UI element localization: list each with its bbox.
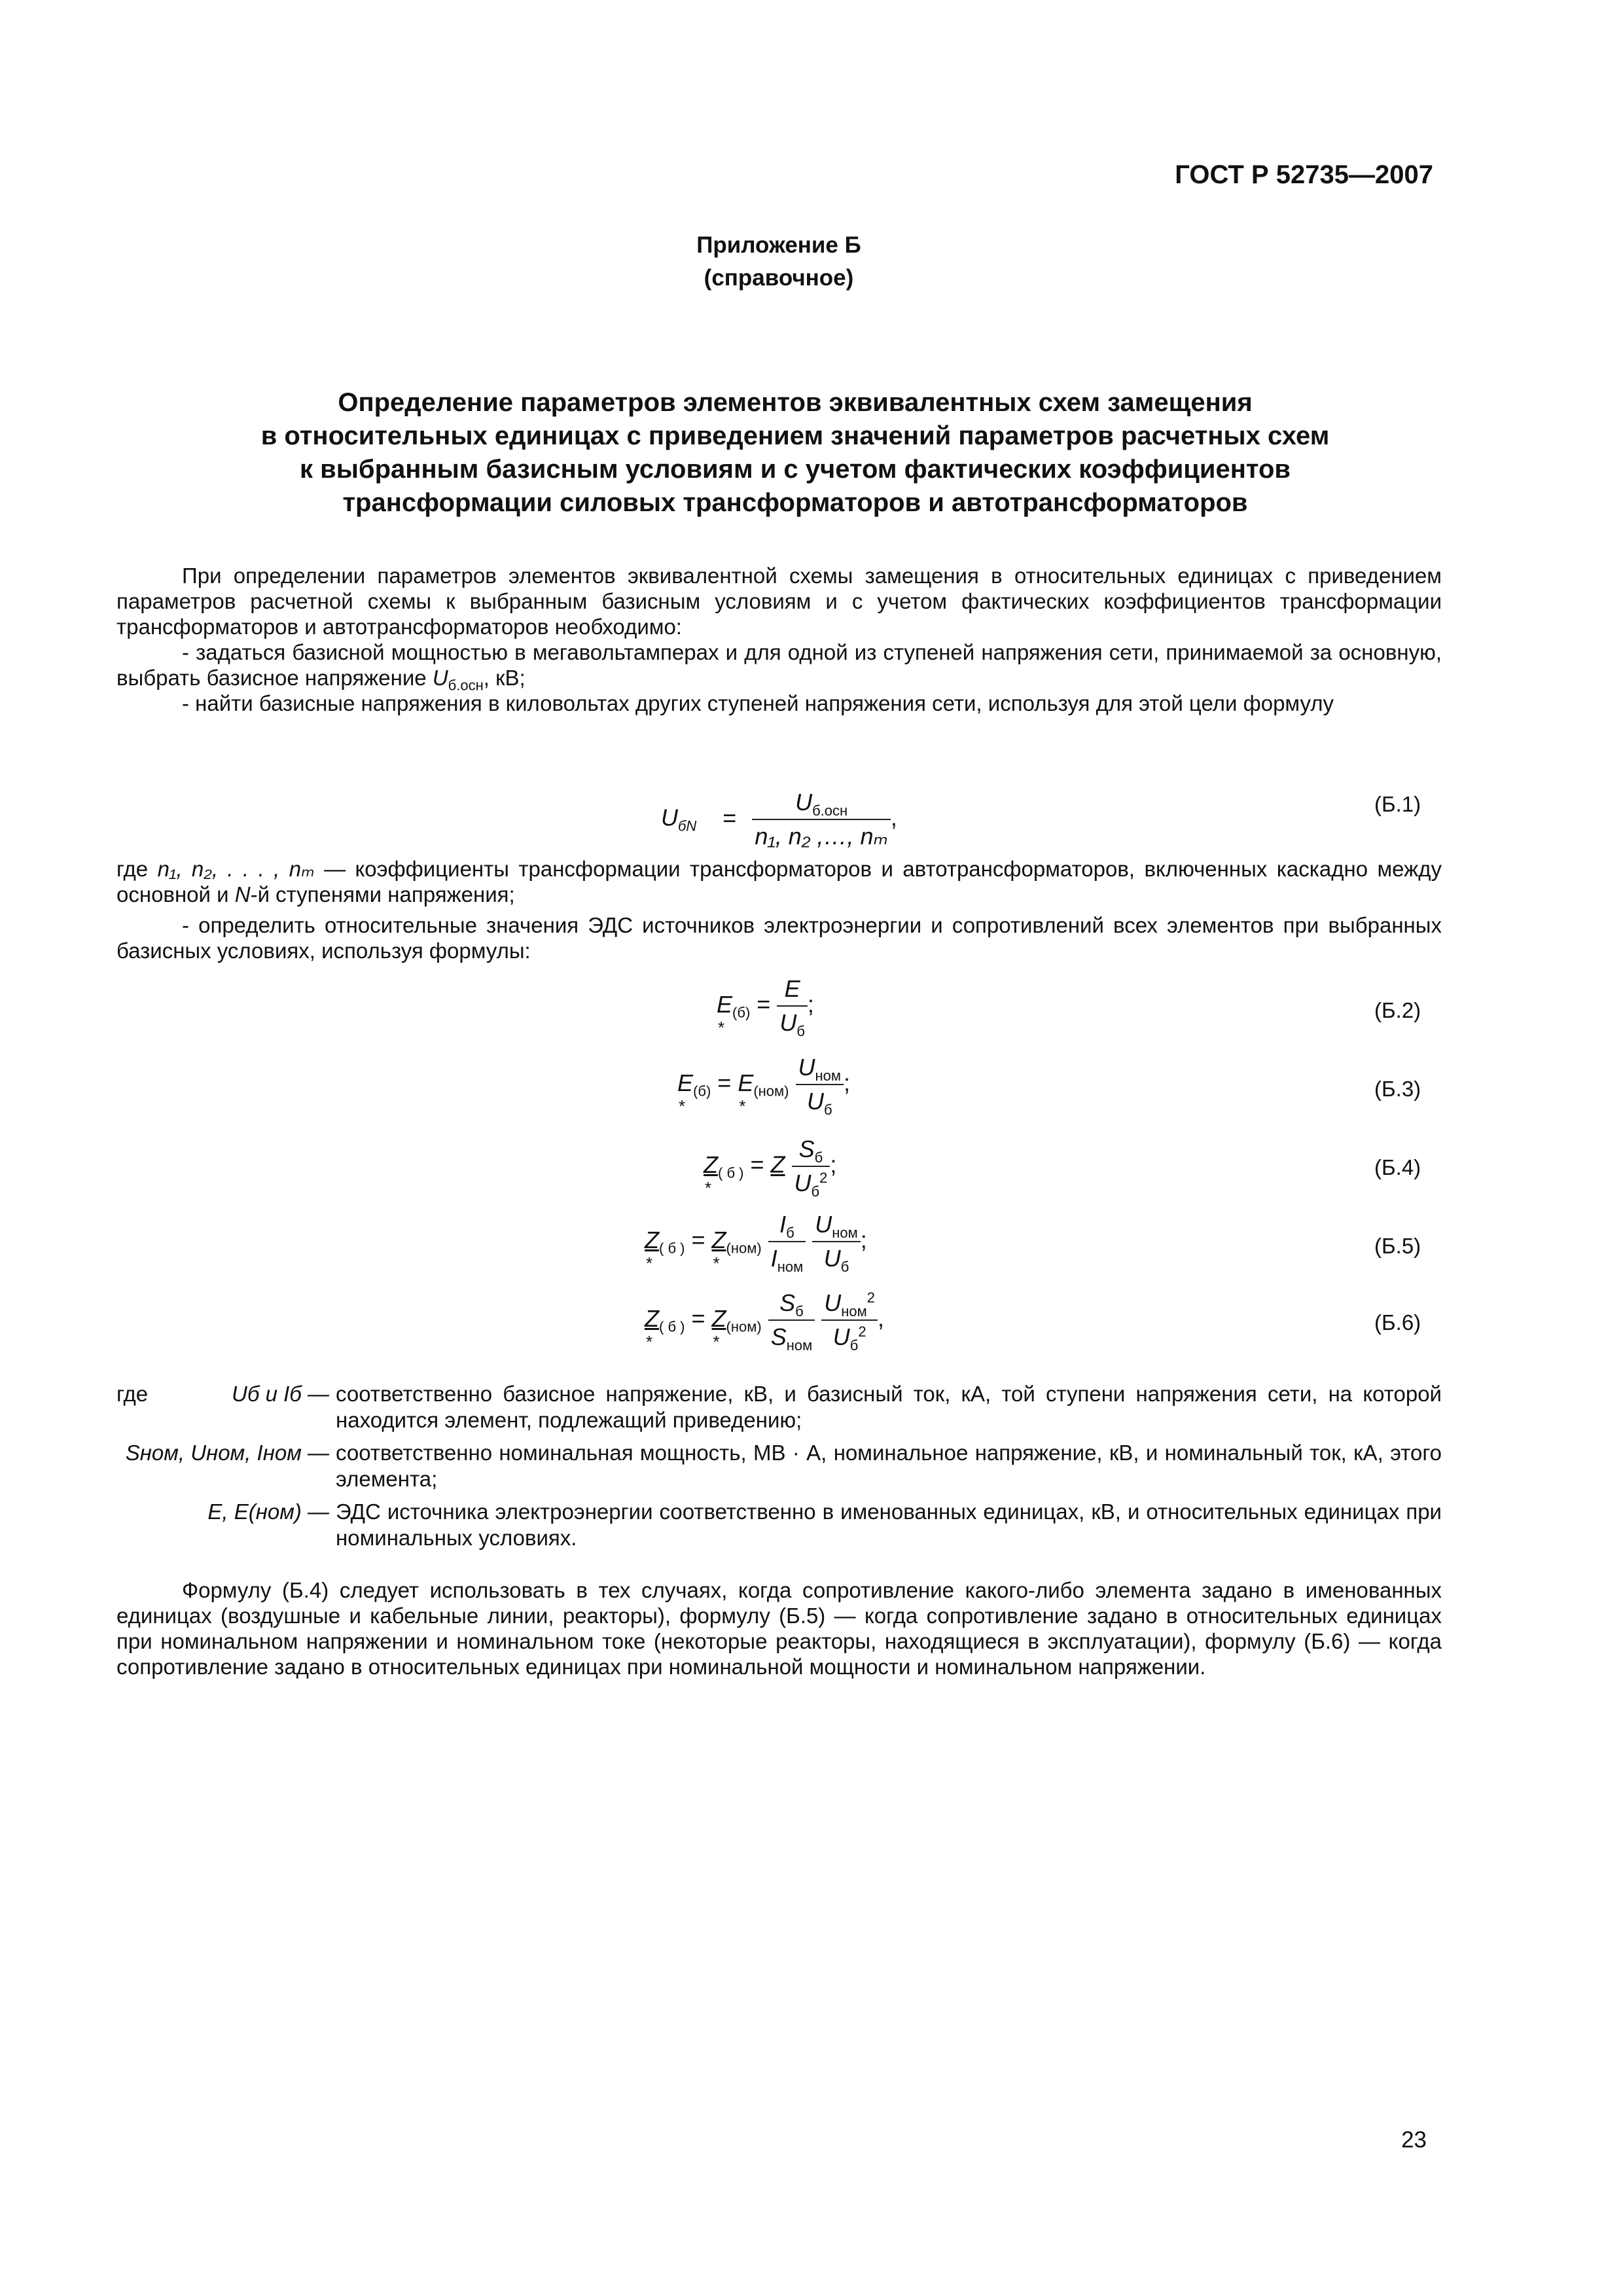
legend-row xyxy=(116,1499,1442,1551)
formula-number: (Б.4) xyxy=(1374,1155,1421,1179)
section-title xyxy=(131,386,1459,520)
formula-number: (Б.6) xyxy=(1374,1310,1421,1335)
formula-b3: E $*_{(б)} = E$ $*_{(ном)}$ $\frac{U_{ном}}{U_б}$ ; xyxy=(677,1054,850,1115)
formula-number: (Б.5) xyxy=(1374,1234,1421,1258)
step-2: - найти базисные напряжения в киловольтах других ступеней напряжения сети, используя для этой цели формулу xyxy=(182,691,1334,715)
title-line: в относительных единицах с приведением значений параметров расчетных схем xyxy=(260,422,1330,450)
formula-b2: E $*_{(б)}$ = $\frac{E}{U_б}$ ; xyxy=(717,975,814,1037)
formula-b5: Z $*_{( б )} = Z$ $*_{(ном)}$ $\frac{I_б}{I_{ном}}$ $\frac{U_{ном}}{U_б}$ ; xyxy=(645,1211,867,1272)
where-block-1 xyxy=(116,856,1442,963)
title-line: к выбранным базисным условиям и с учетом фактических коэффициентов xyxy=(300,455,1291,484)
title-line: трансформации силовых трансформаторов и автотрансформаторов xyxy=(342,488,1248,517)
formula-b4: Z $*_{( б )} = Z$ $\frac{S_б}{U_б^2}$ ; xyxy=(704,1136,836,1197)
legend-symbol: Uб и Iб — xyxy=(232,1382,329,1406)
closing-paragraph: Формулу (Б.4) следует использовать в тех случаях, когда сопротивление какого-либо элемента задано в именованных единицах (воздушные и кабельные линии, реакторы), формулу (Б.5) — когда сопротивление задано в относительных единицах при номинальном напряжении и номинальном токе (некоторые реакторы, находящиеся в эксплуатации), формулу (Б.6) — когда сопротивление задано в относительных единицах при номинальной мощности и номинальном напряжении. xyxy=(116,1578,1442,1679)
intro-block xyxy=(116,563,1442,716)
formula-number: (Б.2) xyxy=(1374,998,1421,1022)
legend-text: соответственно номинальная мощность, МВ · А, номинальное напряжение, кВ, и номинальный ток, кА, этого элемента; xyxy=(336,1441,1442,1491)
symbol-legend xyxy=(116,1381,1442,1558)
closing-block xyxy=(116,1577,1442,1679)
title-line: Определение параметров элементов эквивалентных схем замещения xyxy=(338,388,1253,417)
formula-number: (Б.3) xyxy=(1374,1077,1421,1101)
annex-heading xyxy=(0,229,1558,295)
where-definition: где n₁, n₂, . . . , nₘ — коэффициенты трансформации трансформаторов и автотрансформаторов, включенных каскадно между основной и N-й ступенями напряжения; xyxy=(116,857,1442,906)
legend-text: ЭДС источника электроэнергии соответственно в именованных единицах, кВ, и относительных единицах при номинальных условиях. xyxy=(336,1499,1442,1550)
annex-type: (справочное) xyxy=(704,265,854,291)
legend-symbol: Sном, Uном, Iном — xyxy=(125,1441,329,1465)
formula-number: (Б.1) xyxy=(1374,792,1421,816)
legend-symbol: E, E(ном) — xyxy=(207,1499,329,1524)
step-1: - задаться базисной мощностью в мегавольтамперах и для одной из ступеней напряжения сети, принимаемой за основную, выбрать базисное напряжение $U_{б.осн}$, кВ; xyxy=(116,640,1442,694)
standard-header: ГОСТ Р 52735—2007 xyxy=(1175,160,1433,189)
annex-label: Приложение Б xyxy=(696,232,861,258)
formula-b6: Z $*_{( б )} = Z$ $*_{(ном)}$ $\frac{S_б}{S_{ном}}$ $\frac{U_{ном}^2}{U_б^2}$ , xyxy=(645,1289,884,1351)
legend-text: соответственно базисное напряжение, кВ, и базисный ток, кА, той ступени напряжения сети, на которой находится элемент, подлежащий приведению; xyxy=(336,1382,1442,1432)
page-number: 23 xyxy=(1401,2127,1427,2153)
step-3: - определить относительные значения ЭДС источников электроэнергии и сопротивлений всех элементов при выбранных базисных условиях, используя формулы: xyxy=(116,913,1442,963)
intro-paragraph: При определении параметров элементов эквивалентной схемы замещения в относительных единицах с приведением параметров расчетной схемы к выбранным базисным условиям и с учетом фактических коэффициентов трансформации трансформаторов и автотрансформаторов необходимо: xyxy=(116,564,1442,639)
legend-row xyxy=(116,1440,1442,1492)
legend-row xyxy=(116,1381,1442,1433)
formula-b1: $U_{бN}$ = $\frac{U_{б.осн}}{\text{n₁, n₂ ,…, nₘ}}$ , xyxy=(661,789,897,850)
legend-where: где xyxy=(116,1382,149,1406)
